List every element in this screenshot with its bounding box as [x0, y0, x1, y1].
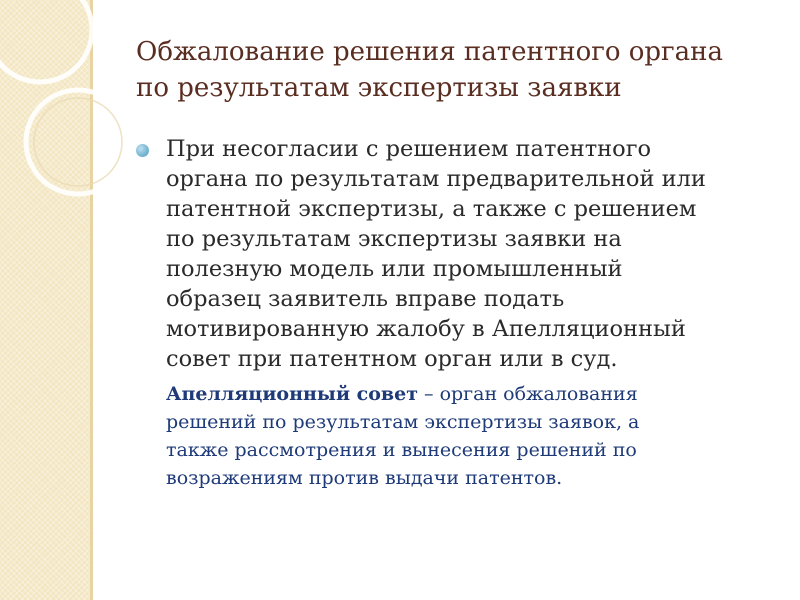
- slide-title: [136, 34, 776, 106]
- definition-line: решений по результатам экспертизы заявок, а: [166, 411, 640, 433]
- definition-line: возражениям против выдачи патентов.: [166, 467, 563, 489]
- definition-first-line-rest: – орган обжалования: [417, 383, 638, 405]
- definition-line: [166, 380, 776, 408]
- definition-text: [166, 380, 776, 492]
- decorative-circles-icon: [0, 0, 140, 240]
- bullet-line: совет при патентном орган или в суд.: [166, 346, 618, 372]
- bullet-line: органа по результатам предварительной или: [166, 166, 706, 192]
- definition-line: также рассмотрения и вынесения решений по: [166, 439, 637, 461]
- bullet-circle-icon: [136, 144, 149, 157]
- bullet-text: [166, 134, 776, 374]
- title-line-1: Обжалование решения патентного органа: [136, 37, 724, 67]
- title-line-2: по результатам экспертизы заявки: [136, 73, 622, 103]
- bullet-line: образец заявитель вправе подать: [166, 286, 565, 312]
- bullet-line: полезную модель или промышленный: [166, 256, 623, 282]
- definition-term: Апелляционный совет: [166, 383, 418, 405]
- bullet-item: [136, 134, 776, 492]
- bullet-line: мотивированную жалобу в Апелляционный: [166, 316, 686, 342]
- slide-body: [136, 134, 776, 492]
- bullet-line: по результатам экспертизы заявки на: [166, 226, 622, 252]
- bullet-line: При несогласии с решением патентного: [166, 136, 652, 162]
- bullet-line: патентной экспертизы, а также с решением: [166, 196, 697, 222]
